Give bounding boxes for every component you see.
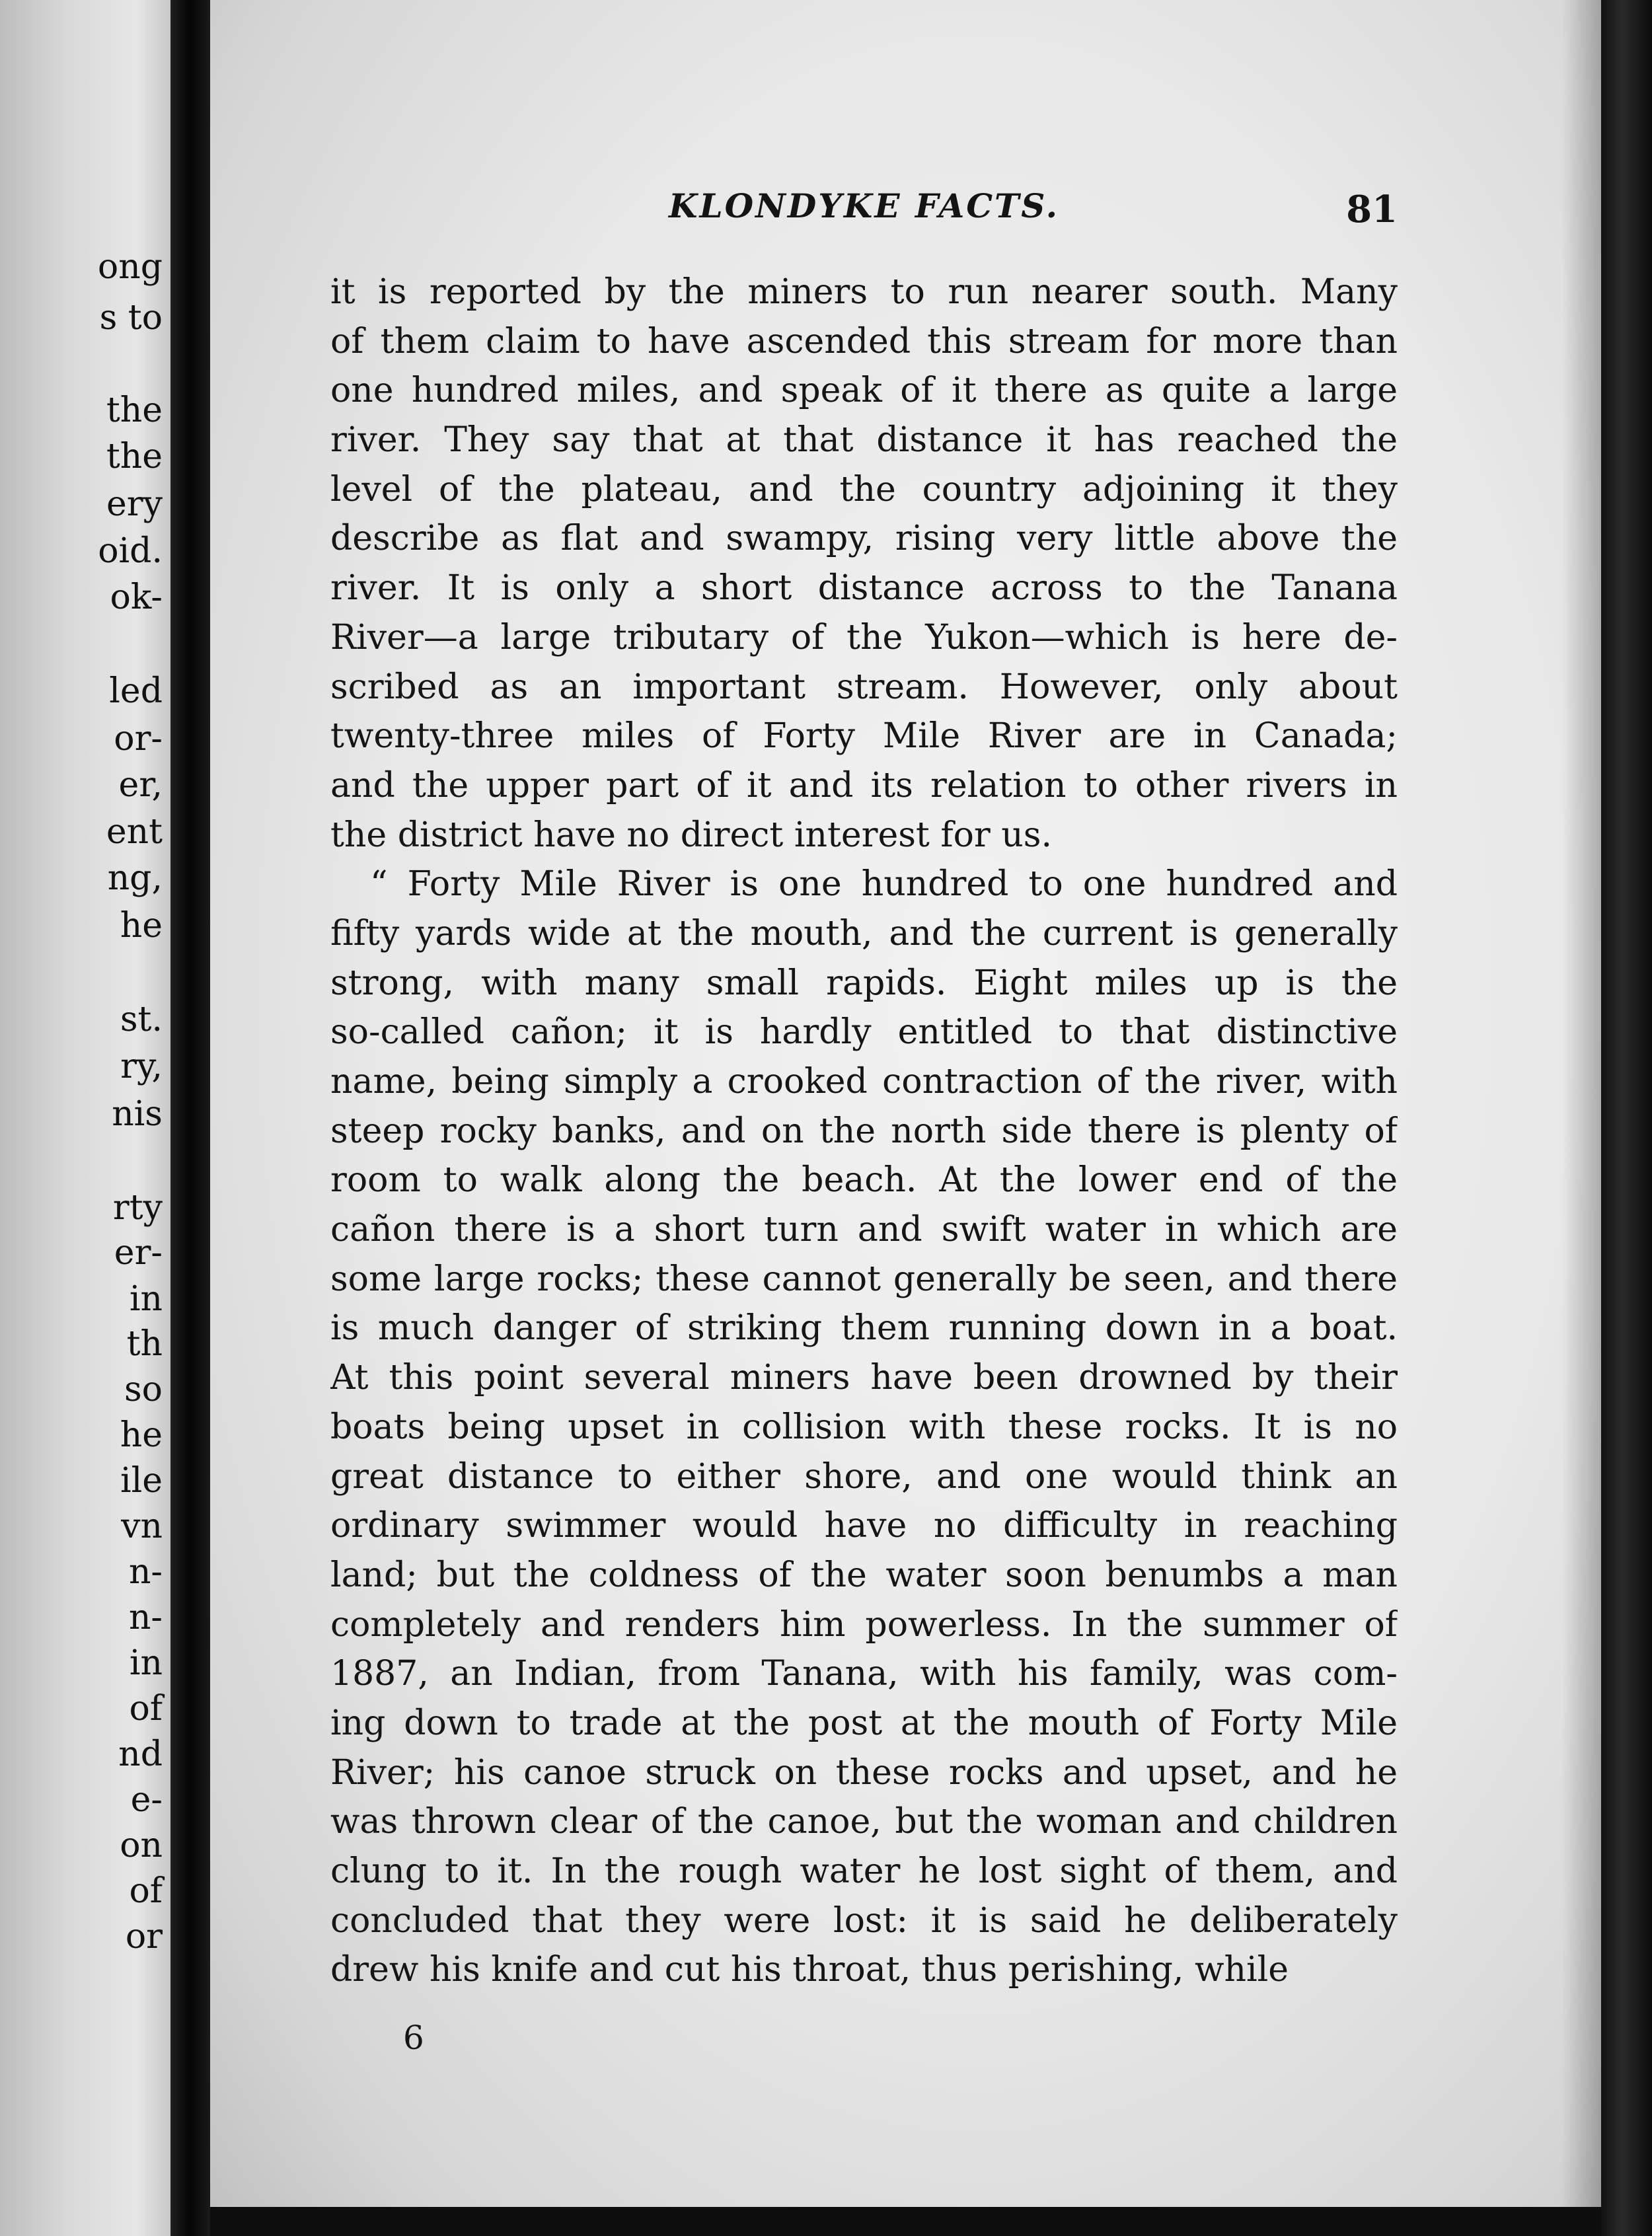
text-line: concluded that they were lost: it is said he deliberately (330, 1900, 1398, 1941)
text-line: strong, with many small rapids. Eight miles up is the (330, 963, 1398, 1003)
text-line: it is reported by the miners to run nearer south. Many (330, 272, 1398, 312)
right-page-edge (1601, 0, 1652, 2236)
left-page-fragment: of (129, 1689, 163, 1729)
left-page-fragment: or (125, 1917, 163, 1956)
text-line: land; but the coldness of the water soon benumbs a man (330, 1555, 1398, 1595)
text-line: so-called cañon; it is hardly entitled to that distinctive (330, 1012, 1398, 1053)
left-page-fragment: the (106, 391, 163, 430)
text-line: was thrown clear of the canoe, but the woman and children (330, 1802, 1398, 1842)
text-line: room to walk along the beach. At the lower end of the (330, 1160, 1398, 1201)
left-page-fragment: ery (106, 484, 163, 524)
text-line: great distance to either shore, and one would think an (330, 1456, 1398, 1497)
text-line: one hundred miles, and speak of it there as quite a large (330, 371, 1398, 411)
text-line: At this point several miners have been drowned by their (330, 1358, 1398, 1398)
left-page-fragment: ng, (107, 858, 163, 898)
book-gutter (170, 0, 210, 2236)
bottom-page-edge (210, 2207, 1601, 2236)
text-line: river. They say that at that distance it has reached the (330, 420, 1398, 461)
running-header (330, 186, 1398, 239)
left-page-fragment: oid. (98, 531, 163, 571)
left-page-fragment: er- (114, 1233, 163, 1273)
text-line: completely and renders him powerless. In the summer of (330, 1604, 1398, 1645)
left-page-fragment: st. (120, 1000, 163, 1039)
left-page-fragment: so (124, 1370, 163, 1409)
text-line: and the upper part of it and its relation to other rivers in (330, 765, 1398, 805)
left-facing-page (0, 0, 170, 2236)
body-text (330, 268, 1398, 1995)
text-line: scribed as an important stream. However, only about (330, 667, 1398, 707)
page-number: 81 (1346, 188, 1398, 231)
text-line: twenty-three miles of Forty Mile River are in Canada; (330, 716, 1398, 757)
text-line: of them claim to have ascended this stream for more than (330, 321, 1398, 361)
left-page-fragment: rty (112, 1188, 163, 1228)
left-page-fragment: or- (114, 719, 163, 759)
left-page-fragment: er, (118, 765, 163, 805)
left-page-fragment: n- (128, 1598, 163, 1637)
left-page-fragment: led (109, 671, 163, 711)
text-line: River—a large tributary of the Yukon—which is here de- (330, 617, 1398, 657)
page-edge-shadow (1561, 0, 1601, 2207)
left-page-fragment: nis (112, 1094, 163, 1134)
left-page-fragment: of (129, 1871, 163, 1911)
left-page-fragment: s to (99, 298, 163, 338)
left-page-fragment: th (126, 1324, 163, 1364)
text-line: level of the plateau, and the country adjoining it they (330, 469, 1398, 509)
left-page-fragment: n- (128, 1552, 163, 1592)
text-line: the district have no direct interest for us. (330, 815, 1052, 855)
signature-mark: 6 (403, 2019, 424, 2057)
text-line: clung to it. In the rough water he lost sight of them, and (330, 1851, 1398, 1891)
left-page-fragment: ok- (110, 578, 163, 617)
left-page-fragment: ry, (120, 1047, 163, 1086)
text-line: describe as flat and swampy, rising very little above the (330, 519, 1398, 559)
text-line: some large rocks; these cannot generally be seen, and there (330, 1259, 1398, 1299)
text-line: cañon there is a short turn and swift water in which are (330, 1210, 1398, 1250)
text-line: boats being upset in collision with these rocks. It is no (330, 1407, 1398, 1447)
left-page-fragment: in (129, 1643, 163, 1683)
left-page-fragment: ent (106, 812, 163, 852)
text-line: ordinary swimmer would have no difficulty in reaching (330, 1506, 1398, 1546)
left-page-fragment: on (120, 1826, 163, 1865)
left-page-fragment: nd (118, 1734, 163, 1774)
text-line: name, being simply a crooked contraction of the river, with (330, 1062, 1398, 1101)
left-page-fragment: e- (130, 1780, 163, 1820)
running-title: KLONDYKE FACTS. (669, 186, 1059, 225)
left-page-fragment: he (120, 1415, 163, 1455)
left-page-fragment: vn (121, 1507, 163, 1546)
text-line: fifty yards wide at the mouth, and the current is generally (330, 913, 1398, 953)
text-line: “ Forty Mile River is one hundred to one hundred and (370, 864, 1398, 905)
text-line: 1887, an Indian, from Tanana, with his family, was com- (330, 1654, 1398, 1694)
text-line: is much danger of striking them running down in a boat. (330, 1308, 1398, 1349)
left-page-fragment: he (120, 906, 163, 946)
text-line: ing down to trade at the post at the mouth of Forty Mile (330, 1703, 1398, 1743)
text-line: steep rocky banks, and on the north side there is plenty of (330, 1111, 1398, 1151)
text-line: River; his canoe struck on these rocks and upset, and he (330, 1752, 1398, 1793)
left-page-fragment: the (106, 437, 163, 476)
text-line: river. It is only a short distance across to the Tanana (330, 568, 1398, 609)
text-line: drew his knife and cut his throat, thus perishing, while (330, 1950, 1289, 1990)
left-page-fragment: in (129, 1279, 163, 1319)
left-page-fragment: ile (120, 1461, 163, 1501)
left-page-fragment: ong (97, 247, 163, 287)
